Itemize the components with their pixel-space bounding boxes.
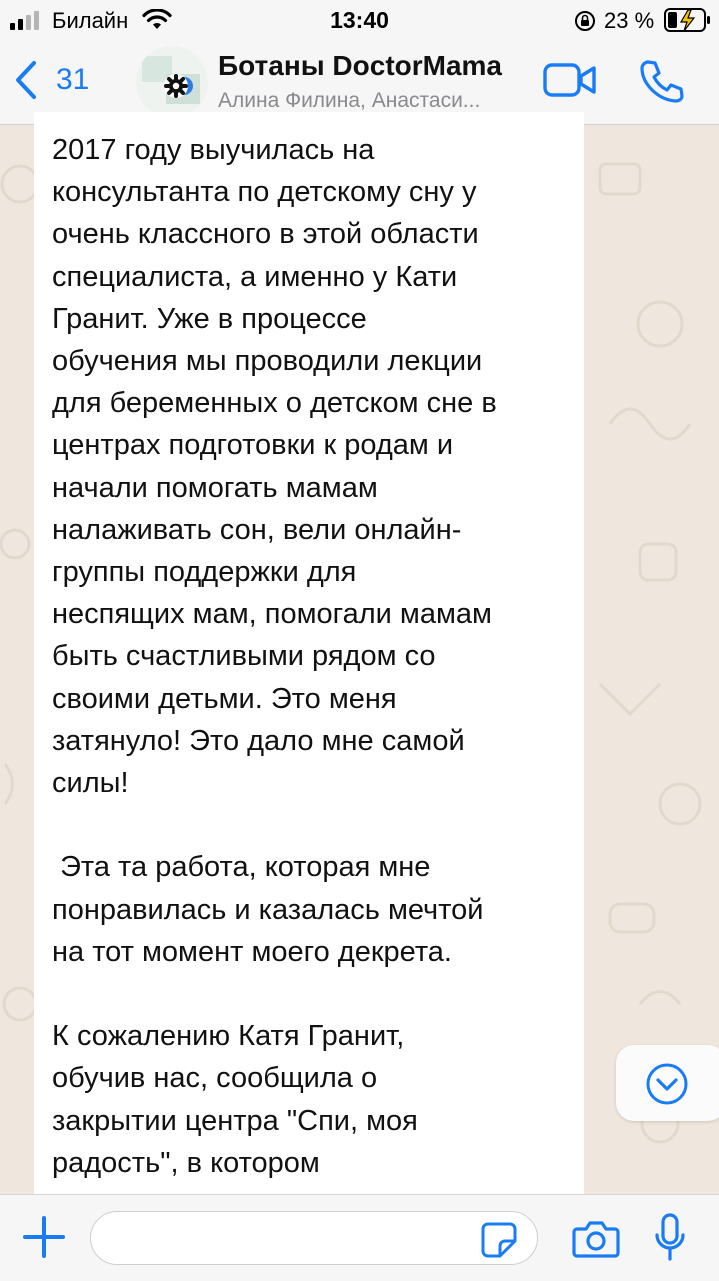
settings-gear-icon [164,74,188,98]
camera-icon [572,1219,620,1259]
status-bar [0,0,719,40]
lock-rotation-icon [574,10,596,32]
back-button[interactable] [14,58,89,102]
message-bubble[interactable] [34,112,584,1194]
message-input[interactable] [90,1211,538,1265]
unread-count: 31 [56,63,90,96]
chat-participants[interactable]: Алина Филина, Анастаси... [218,89,481,112]
plus-icon [22,1215,66,1259]
group-avatar[interactable] [136,46,208,118]
scroll-to-bottom-button[interactable] [616,1045,719,1121]
microphone-icon [653,1213,687,1263]
sticker-icon [480,1221,518,1259]
phone-icon [638,58,684,104]
attach-button[interactable] [22,1215,66,1259]
battery-icon [664,8,712,32]
clock: 13:40 [330,7,389,33]
message-input-bar [0,1194,719,1281]
back-chevron-icon [14,60,38,100]
camera-button[interactable] [572,1219,620,1259]
video-call-button[interactable] [543,62,597,98]
sticker-button[interactable] [480,1221,518,1259]
video-call-icon [543,62,597,98]
chat-title[interactable]: Ботаны DoctorMama [218,50,503,81]
microphone-button[interactable] [653,1213,687,1263]
chevron-down-icon [645,1062,689,1106]
voice-call-button[interactable] [638,58,684,104]
battery-percent: 23 % [604,8,655,33]
carrier-name: Билайн [52,8,129,33]
message-text: 2017 году выучилась на консультанта по детскому сну у очень классного в этой области специалиста, а именно у Кати Гранит. Уже в процессе обучения мы проводили лекции для беременных о детском сне в центрах подготовки к родам и начали помогать мамам налаживать сон, вели онлайн- группы поддержки для неспящих мам, помогали мамам быть счастливыми рядом со своими детьми. Это меня затянуло! Это дало мне самой силы! Эта та работа, которая мне понравилась и казалась мечтой на тот момент моего декрета. К сожалению Катя Гранит, обучив нас, сообщила о закрытии центра "Спи, моя радость", в котором [52,134,497,1179]
